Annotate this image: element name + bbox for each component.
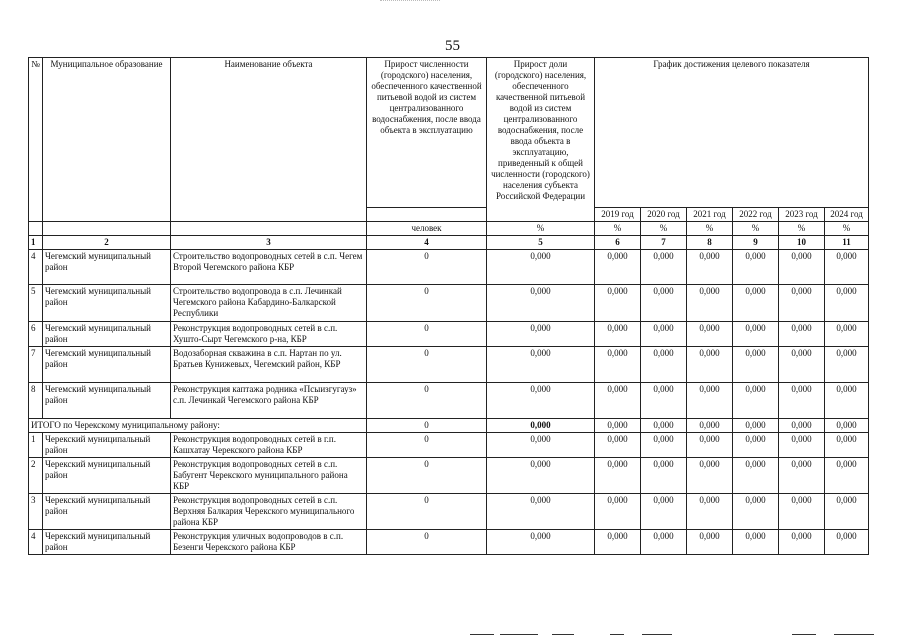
table-row xyxy=(29,322,869,347)
year-header: 2020 год xyxy=(641,208,687,222)
unit-percent: % xyxy=(687,222,733,236)
table-row xyxy=(29,433,869,458)
row-value: 0,000 xyxy=(595,530,641,555)
table-row xyxy=(29,530,869,555)
col-number: 5 xyxy=(487,236,595,250)
unit-percent: % xyxy=(487,222,595,236)
row-value: 0,000 xyxy=(641,433,687,458)
units-row xyxy=(29,222,869,236)
row-value: 0,000 xyxy=(779,458,825,494)
row-municipality: Чегемский муниципальный район xyxy=(43,347,171,383)
col-municipality-header: Муниципальное образование xyxy=(43,58,171,222)
row-value: 0,000 xyxy=(687,347,733,383)
row-municipality: Чегемский муниципальный район xyxy=(43,322,171,347)
total-value: 0,000 xyxy=(825,419,869,433)
row-value: 0,000 xyxy=(733,322,779,347)
row-value: 0,000 xyxy=(825,433,869,458)
row-share: 0,000 xyxy=(487,250,595,285)
row-value: 0,000 xyxy=(779,530,825,555)
row-value: 0,000 xyxy=(825,250,869,285)
scan-artifact xyxy=(642,634,672,635)
col-number: 4 xyxy=(367,236,487,250)
col-number: 3 xyxy=(171,236,367,250)
scan-artifact xyxy=(792,634,816,635)
scan-artifact xyxy=(610,634,624,635)
schedule-header: График достижения целевого показателя xyxy=(595,58,869,208)
table-row xyxy=(29,285,869,322)
row-value: 0,000 xyxy=(595,383,641,419)
row-value: 0,000 xyxy=(779,347,825,383)
row-object: Реконструкция водопроводных сетей в г.п. Кашхатау Черекского района КБР xyxy=(171,433,367,458)
col-pop-growth-header: Прирост численности (городского) населения, обеспеченного качественной питьевой водой из систем централизованного водоснабжения, после ввода объекта в эксплуатацию xyxy=(367,58,487,208)
row-num: 6 xyxy=(29,322,43,347)
unit-percent: % xyxy=(825,222,869,236)
row-value: 0,000 xyxy=(733,383,779,419)
col-number: 6 xyxy=(595,236,641,250)
row-value: 0,000 xyxy=(825,347,869,383)
row-value: 0,000 xyxy=(687,383,733,419)
col-num-header: № xyxy=(29,58,43,222)
total-value: 0,000 xyxy=(733,419,779,433)
scan-artifact xyxy=(552,634,574,635)
row-municipality: Чегемский муниципальный район xyxy=(43,383,171,419)
total-share: 0,000 xyxy=(487,419,595,433)
row-value: 0,000 xyxy=(641,250,687,285)
col-number: 2 xyxy=(43,236,171,250)
row-value: 0,000 xyxy=(687,250,733,285)
col-number: 9 xyxy=(733,236,779,250)
row-share: 0,000 xyxy=(487,347,595,383)
row-num: 7 xyxy=(29,347,43,383)
row-pop: 0 xyxy=(367,250,487,285)
row-value: 0,000 xyxy=(687,322,733,347)
row-value: 0,000 xyxy=(595,458,641,494)
row-num: 3 xyxy=(29,494,43,530)
row-num: 1 xyxy=(29,433,43,458)
unit-people: человек xyxy=(367,222,487,236)
total-row xyxy=(29,419,869,433)
col-number-row xyxy=(29,236,869,250)
row-pop: 0 xyxy=(367,530,487,555)
table-row xyxy=(29,347,869,383)
row-value: 0,000 xyxy=(641,285,687,322)
row-municipality: Чегемский муниципальный район xyxy=(43,250,171,285)
row-value: 0,000 xyxy=(687,494,733,530)
row-value: 0,000 xyxy=(595,494,641,530)
row-share: 0,000 xyxy=(487,530,595,555)
row-value: 0,000 xyxy=(733,250,779,285)
row-value: 0,000 xyxy=(825,530,869,555)
row-value: 0,000 xyxy=(641,530,687,555)
row-value: 0,000 xyxy=(641,494,687,530)
year-header: 2023 год xyxy=(779,208,825,222)
row-object: Водозаборная скважина в с.п. Нартан по ул. Братьев Кунижевых, Чегемский район, КБР xyxy=(171,347,367,383)
scan-artifact xyxy=(380,0,440,5)
row-pop: 0 xyxy=(367,285,487,322)
empty-cell xyxy=(367,208,487,222)
row-value: 0,000 xyxy=(641,383,687,419)
col-number: 1 xyxy=(29,236,43,250)
table-row xyxy=(29,383,869,419)
row-municipality: Черекский муниципальный район xyxy=(43,433,171,458)
row-municipality: Чегемский муниципальный район xyxy=(43,285,171,322)
row-object: Реконструкция водопроводных сетей в с.п. Бабугент Черекского муниципального района КБР xyxy=(171,458,367,494)
row-value: 0,000 xyxy=(733,285,779,322)
total-value: 0,000 xyxy=(595,419,641,433)
row-value: 0,000 xyxy=(687,530,733,555)
unit-percent: % xyxy=(641,222,687,236)
col-number: 10 xyxy=(779,236,825,250)
row-value: 0,000 xyxy=(641,322,687,347)
row-value: 0,000 xyxy=(595,347,641,383)
row-value: 0,000 xyxy=(779,494,825,530)
col-number: 8 xyxy=(687,236,733,250)
row-value: 0,000 xyxy=(641,458,687,494)
year-header: 2021 год xyxy=(687,208,733,222)
row-num: 4 xyxy=(29,250,43,285)
row-value: 0,000 xyxy=(825,322,869,347)
row-share: 0,000 xyxy=(487,322,595,347)
row-value: 0,000 xyxy=(825,494,869,530)
row-num: 8 xyxy=(29,383,43,419)
row-municipality: Черекский муниципальный район xyxy=(43,458,171,494)
total-value: 0,000 xyxy=(779,419,825,433)
row-value: 0,000 xyxy=(825,383,869,419)
header-row xyxy=(29,58,869,208)
scan-artifact xyxy=(470,634,494,635)
table-row xyxy=(29,250,869,285)
year-header: 2019 год xyxy=(595,208,641,222)
table-row xyxy=(29,494,869,530)
row-value: 0,000 xyxy=(733,433,779,458)
row-pop: 0 xyxy=(367,347,487,383)
total-value: 0,000 xyxy=(687,419,733,433)
row-value: 0,000 xyxy=(733,530,779,555)
total-value: 0,000 xyxy=(641,419,687,433)
row-object: Реконструкция уличных водопроводов в с.п. Безенги Черекского района КБР xyxy=(171,530,367,555)
row-value: 0,000 xyxy=(779,433,825,458)
row-municipality: Черекский муниципальный район xyxy=(43,530,171,555)
water-supply-table xyxy=(28,57,869,555)
row-pop: 0 xyxy=(367,383,487,419)
row-num: 4 xyxy=(29,530,43,555)
row-pop: 0 xyxy=(367,322,487,347)
row-share: 0,000 xyxy=(487,285,595,322)
row-value: 0,000 xyxy=(595,322,641,347)
unit-percent: % xyxy=(779,222,825,236)
row-value: 0,000 xyxy=(595,285,641,322)
row-object: Строительство водопроводных сетей в с.п. Чегем Второй Чегемского района КБР xyxy=(171,250,367,285)
row-object: Реконструкция каптажа родника «Псыизгугауз» с.п. Лечинкай Чегемского района КБР xyxy=(171,383,367,419)
row-value: 0,000 xyxy=(779,322,825,347)
row-value: 0,000 xyxy=(687,285,733,322)
row-value: 0,000 xyxy=(779,285,825,322)
total-label: ИТОГО по Черекскому муниципальному району: xyxy=(29,419,367,433)
scan-artifact xyxy=(500,634,538,635)
row-value: 0,000 xyxy=(733,458,779,494)
col-object-header: Наименование объекта xyxy=(171,58,367,222)
unit-percent: % xyxy=(733,222,779,236)
col-share-growth-header: Прирост доли (городского) населения, обеспеченного качественной питьевой водой из систем централизованного водоснабжения, после ввода объекта в эксплуатацию, приведенный к общей численности (городского) населения субъекта Российской Федерации xyxy=(487,58,595,222)
total-pop: 0 xyxy=(367,419,487,433)
row-value: 0,000 xyxy=(733,494,779,530)
row-object: Реконструкция водопроводных сетей в с.п. Хушто-Сырт Чегемского р-на, КБР xyxy=(171,322,367,347)
row-value: 0,000 xyxy=(595,250,641,285)
row-share: 0,000 xyxy=(487,433,595,458)
row-share: 0,000 xyxy=(487,383,595,419)
row-object: Строительство водопровода в с.п. Лечинкай Чегемского района Кабардино-Балкарской Республики xyxy=(171,285,367,322)
row-object: Реконструкция водопроводных сетей в с.п. Верхняя Балкария Черекского муниципального района КБР xyxy=(171,494,367,530)
row-share: 0,000 xyxy=(487,494,595,530)
year-header: 2022 год xyxy=(733,208,779,222)
row-pop: 0 xyxy=(367,433,487,458)
col-number: 7 xyxy=(641,236,687,250)
row-value: 0,000 xyxy=(687,433,733,458)
unit-percent: % xyxy=(595,222,641,236)
row-num: 5 xyxy=(29,285,43,322)
table-row xyxy=(29,458,869,494)
row-municipality: Черекский муниципальный район xyxy=(43,494,171,530)
page-number: 55 xyxy=(445,38,460,54)
row-pop: 0 xyxy=(367,494,487,530)
row-share: 0,000 xyxy=(487,458,595,494)
year-header: 2024 год xyxy=(825,208,869,222)
col-number: 11 xyxy=(825,236,869,250)
row-value: 0,000 xyxy=(779,383,825,419)
row-value: 0,000 xyxy=(595,433,641,458)
row-value: 0,000 xyxy=(641,347,687,383)
row-value: 0,000 xyxy=(687,458,733,494)
row-value: 0,000 xyxy=(825,285,869,322)
row-value: 0,000 xyxy=(779,250,825,285)
row-pop: 0 xyxy=(367,458,487,494)
row-num: 2 xyxy=(29,458,43,494)
row-value: 0,000 xyxy=(825,458,869,494)
row-value: 0,000 xyxy=(733,347,779,383)
scan-artifact xyxy=(834,634,874,635)
